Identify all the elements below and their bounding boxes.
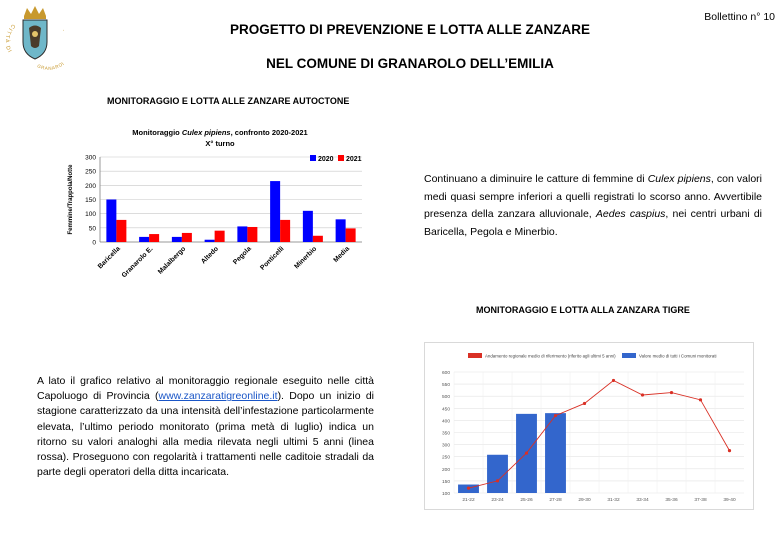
line-point — [583, 402, 586, 405]
species-name-2: Aedes caspius — [595, 208, 666, 220]
line-point — [525, 451, 528, 454]
y-tick-label: 200 — [85, 182, 96, 190]
page-title-line-1: PROGETTO DI PREVENZIONE E LOTTA ALLE ZANZARE — [229, 22, 590, 37]
y-tick-label: 350 — [441, 431, 450, 437]
legend-label: Valore medio di tutti i Comuni monitorati — [639, 353, 717, 359]
page-title-line-2: NEL COMUNE DI GRANAROLO DELL’EMILIA — [266, 56, 554, 71]
y-tick-label: 150 — [85, 197, 96, 204]
y-tick-label: 250 — [441, 455, 450, 461]
y-axis-label: Femmine/Trappola/Notte — [68, 164, 74, 235]
line-point — [612, 379, 615, 382]
svg-text:CITTÀ DI — [6, 23, 16, 55]
x-tick-label: Pegola — [232, 245, 253, 267]
y-tick-label: 600 — [441, 371, 450, 376]
section-title-tiger-mosquito: MONITORAGGIO E LOTTA ALLA ZANZARA TIGRE — [476, 305, 690, 315]
legend-swatch-2020 — [310, 155, 316, 161]
bar-2020 — [270, 181, 280, 242]
y-tick-label: 100 — [441, 492, 450, 497]
bar-2021 — [149, 234, 159, 242]
line-point — [467, 487, 470, 490]
x-tick-label: 23-24 — [491, 498, 504, 503]
x-tick-label: 25-26 — [520, 498, 533, 503]
x-tick-label: Altedo — [200, 245, 221, 266]
y-tick-label: 200 — [441, 467, 450, 473]
y-tick-label: 50 — [88, 225, 96, 233]
zanzaratigre-link[interactable]: www.zanzaratigreonline.it — [158, 390, 278, 403]
y-tick-label: 550 — [441, 383, 450, 389]
bar-2020 — [303, 211, 313, 242]
y-tick-label: 100 — [85, 211, 96, 219]
x-tick-label: 35-36 — [665, 498, 678, 503]
native-mosquito-description: Continuano a diminuire le catture di femmine di Culex pipiens, con valori medi quasi sempre inferiori a quelli registrati lo scorso anno. Avvertibile presenza della zanzara alluvionale, Aedes caspius, nei centri urbani di Baricella, Pegola e Minerbio. — [424, 173, 762, 238]
section-title-native-mosquitoes: MONITORAGGIO E LOTTA ALLE ZANZARE AUTOCTONE — [107, 96, 350, 106]
bar-2020 — [106, 200, 116, 243]
x-tick-label: Malalbergo — [156, 245, 188, 276]
bar-2020 — [172, 237, 182, 242]
logo-text-left: CI I — [6, 22, 16, 55]
legend-label: 2021 — [346, 156, 362, 163]
x-tick-label: 33-34 — [636, 498, 649, 503]
line-point — [641, 393, 644, 396]
bar-2021 — [116, 220, 126, 242]
x-tick-label: Media — [332, 245, 352, 265]
x-tick-label: 37-38 — [694, 498, 707, 503]
line-point — [670, 391, 673, 394]
bar-2020 — [139, 237, 149, 242]
x-tick-label: Minerbio — [293, 245, 319, 271]
x-tick-label: 39-40 — [723, 498, 736, 503]
species-name: Culex pipiens — [647, 173, 711, 185]
municipal-logo — [6, 4, 64, 70]
x-tick-label: 21-22 — [462, 498, 475, 503]
logo-text-right: GRANARO — [36, 61, 64, 70]
line-point — [554, 414, 557, 417]
y-tick-label: 500 — [441, 395, 450, 401]
y-tick-label: 400 — [441, 419, 450, 425]
bar-2020 — [205, 240, 215, 242]
culex-pipiens-bar-chart — [62, 124, 378, 300]
x-tick-label: 29-30 — [578, 498, 591, 503]
chart-title: Monitoraggio Culex pipiens, confronto 2020-2021 — [132, 128, 308, 137]
bar-2020 — [237, 226, 247, 242]
x-tick-label: 27-28 — [549, 498, 562, 503]
y-tick-label: 300 — [85, 154, 96, 162]
bar-2021 — [346, 228, 356, 242]
legend-swatch-line — [468, 353, 482, 358]
legend-label: 2020 — [318, 156, 334, 163]
y-tick-label: 450 — [441, 407, 450, 413]
bar-2020 — [336, 219, 346, 242]
y-tick-label: 250 — [85, 168, 96, 176]
bar-2021 — [247, 227, 257, 242]
bar-2021 — [280, 220, 290, 242]
y-tick-label: 150 — [441, 479, 450, 485]
x-tick-label: Baricella — [96, 245, 122, 271]
y-tick-label: 0 — [92, 239, 96, 247]
line-point — [699, 398, 702, 401]
line-point — [728, 449, 731, 452]
x-tick-label: Granarolo E. — [120, 245, 155, 280]
tiger-mosquito-chart — [424, 342, 754, 510]
legend-swatch-bar — [622, 353, 636, 358]
line-point — [496, 479, 499, 482]
x-tick-label: 31-32 — [607, 498, 620, 503]
bar-2021 — [313, 236, 323, 242]
tiger-mosquito-description: A lato il grafico relativo al monitoraggio regionale eseguito nelle città Capoluogo di Provincia (www.zanzaratigreonline.it). Dopo un inizio di stagione caratterizzato da una intensità dell’infestazione particolarmente elevata, l’ultimo periodo monitorato (prima metà di luglio) indica un ritorno su valori analoghi alla media rilevata negli ultimi 5 anni (linea rossa). Proseguono con regolarità i trattamenti nelle caditoie stradali da parte degli operatori della ditta incaricata. — [37, 375, 374, 479]
bar-2021 — [215, 231, 225, 242]
bulletin-number: Bollettino n° 10 — [704, 11, 775, 23]
legend-label: Andamento regionale medio di riferimento (riferito agli ultimi 5 anni) — [485, 353, 616, 359]
chart-subtitle: X° turno — [205, 139, 235, 148]
bar-2021 — [182, 233, 192, 242]
x-tick-label: Ponticelli — [259, 245, 286, 272]
legend-swatch-2021 — [338, 155, 344, 161]
y-tick-label: 300 — [441, 443, 450, 449]
